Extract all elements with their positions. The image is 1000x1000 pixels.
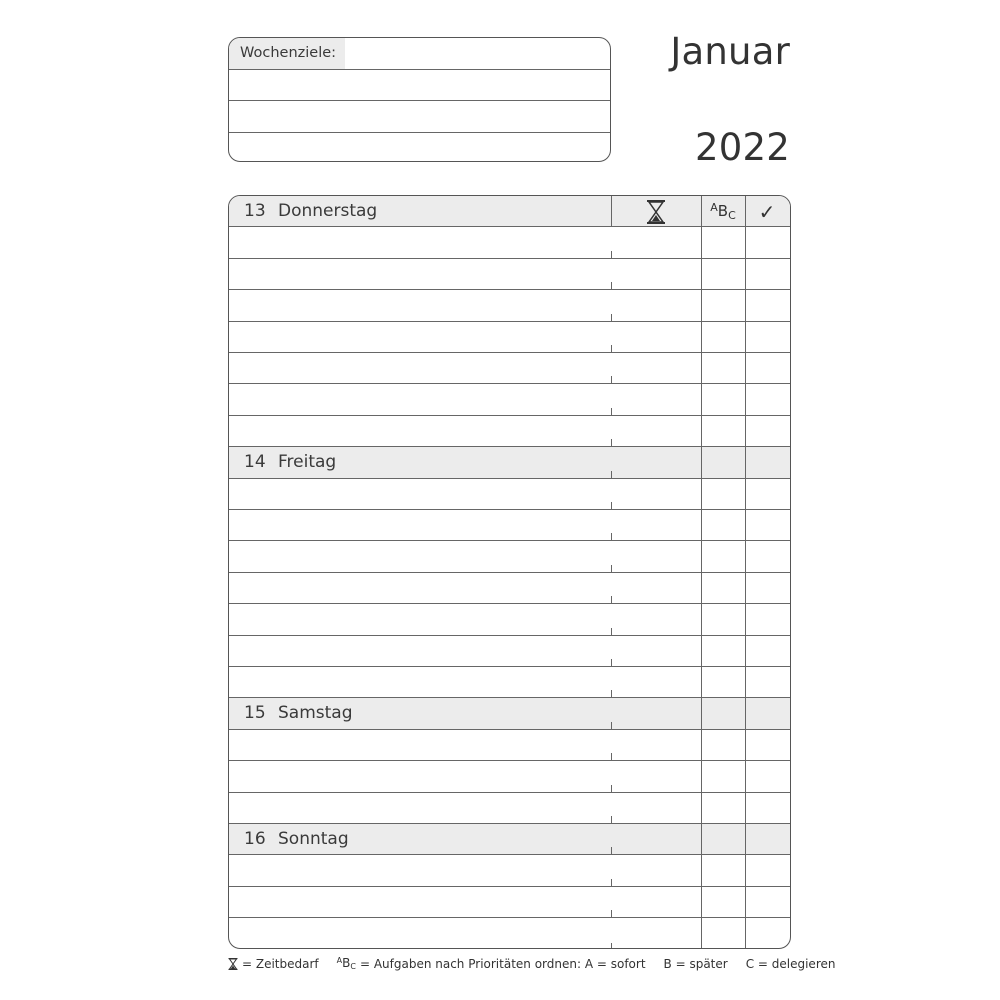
time-tick <box>611 816 612 824</box>
entry-line[interactable] <box>229 322 790 353</box>
day-header-row <box>229 447 790 478</box>
entry-line[interactable] <box>229 510 790 541</box>
day-number: 15 <box>244 703 266 724</box>
entry-line[interactable] <box>229 479 790 510</box>
entry-line[interactable] <box>229 667 790 698</box>
entry-line[interactable] <box>229 541 790 572</box>
time-tick <box>611 439 612 447</box>
goals-line <box>229 132 610 133</box>
legend <box>228 956 835 971</box>
hourglass-icon <box>228 958 238 970</box>
hourglass-icon <box>611 196 701 227</box>
time-tick <box>611 910 612 918</box>
abc-column-divider <box>701 196 702 948</box>
day-header-row <box>229 824 790 855</box>
legend-abc-symbol: $^AB_C$ <box>336 956 356 971</box>
time-tick <box>611 251 612 259</box>
entry-line[interactable] <box>229 227 790 258</box>
time-tick <box>611 596 612 604</box>
time-tick <box>611 943 612 949</box>
time-tick <box>611 282 612 290</box>
day-name: Samstag <box>278 703 353 724</box>
month-title: Januar <box>670 30 790 73</box>
year-title: 2022 <box>695 126 790 169</box>
day-header-row <box>229 698 790 729</box>
entry-line[interactable] <box>229 259 790 290</box>
check-icon: ✓ <box>758 199 776 224</box>
time-tick <box>611 785 612 793</box>
time-tick <box>611 753 612 761</box>
day-label <box>244 703 353 723</box>
legend-abc-text: = Aufgaben nach Prioritäten ordnen: A = sofort <box>359 956 646 971</box>
day-number: 14 <box>244 452 266 473</box>
abc-priority-header: $^AB_C$ <box>710 201 736 222</box>
time-tick <box>611 314 612 322</box>
time-tick <box>611 879 612 887</box>
entry-line[interactable] <box>229 416 790 447</box>
time-tick <box>611 345 612 353</box>
entry-line[interactable] <box>229 353 790 384</box>
entry-line[interactable] <box>229 573 790 604</box>
time-tick <box>611 565 612 573</box>
time-tick <box>611 471 612 479</box>
time-tick <box>611 690 612 698</box>
time-tick <box>611 722 612 730</box>
day-planner-table <box>228 195 791 949</box>
entry-line[interactable] <box>229 918 790 949</box>
entry-line[interactable] <box>229 290 790 321</box>
day-name: Sonntag <box>278 829 349 849</box>
time-tick <box>611 533 612 541</box>
day-name: Freitag <box>278 452 337 473</box>
entry-line[interactable] <box>229 855 790 886</box>
day-name: Donnerstag <box>278 201 378 221</box>
time-tick <box>611 502 612 510</box>
goals-line <box>229 100 610 101</box>
goals-line <box>229 69 610 70</box>
day-label <box>244 452 336 472</box>
day-label <box>244 829 349 849</box>
entry-line[interactable] <box>229 604 790 635</box>
weekly-goals-box <box>228 37 611 162</box>
time-tick <box>611 408 612 416</box>
day-number: 13 <box>244 201 266 221</box>
time-tick <box>611 376 612 384</box>
entry-line[interactable] <box>229 761 790 792</box>
legend-c: C = delegieren <box>745 956 836 971</box>
weekly-goals-label: Wochenziele: <box>229 38 345 69</box>
check-column-divider <box>745 196 746 948</box>
entry-line[interactable] <box>229 887 790 918</box>
day-label <box>244 201 377 221</box>
day-number: 16 <box>244 829 266 849</box>
legend-time: = Zeitbedarf <box>242 956 319 971</box>
entry-line[interactable] <box>229 730 790 761</box>
entry-line[interactable] <box>229 793 790 824</box>
time-tick <box>611 628 612 636</box>
entry-line[interactable] <box>229 636 790 667</box>
entry-line[interactable] <box>229 384 790 415</box>
time-tick <box>611 847 612 855</box>
time-tick <box>611 659 612 667</box>
legend-b: B = später <box>663 956 728 971</box>
